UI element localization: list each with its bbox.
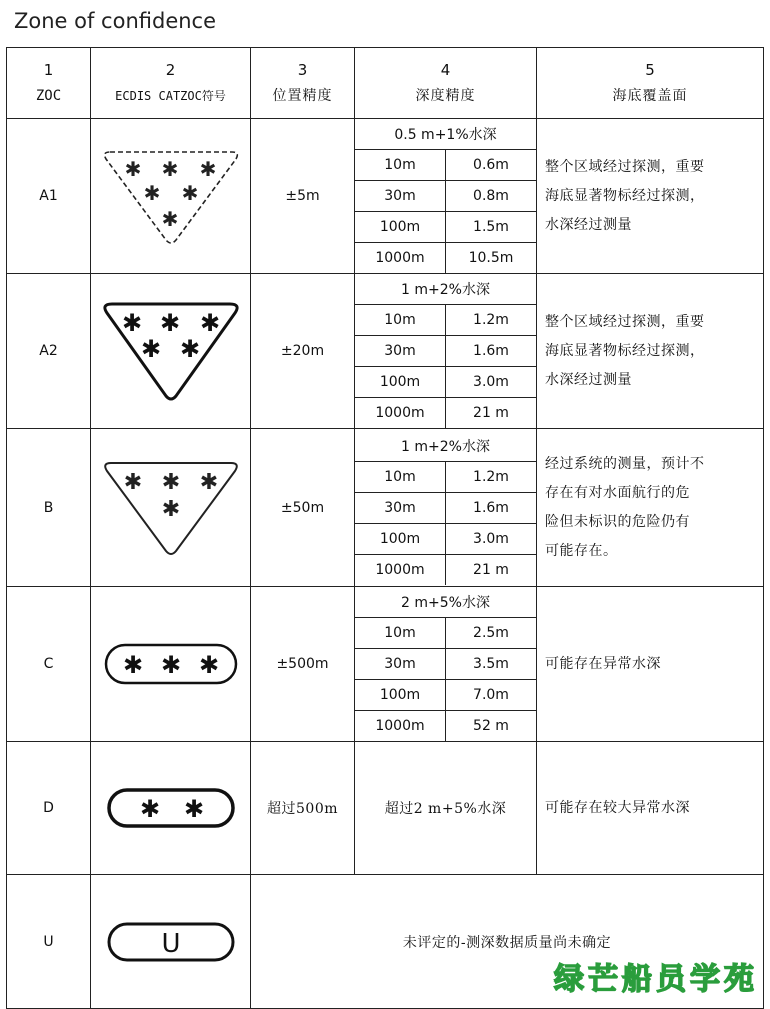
table-row [7, 587, 764, 742]
accuracy-value: 21 m [446, 398, 537, 429]
header-zoc: 1 ZOC [7, 48, 91, 119]
svg-text:✱: ✱ [159, 309, 180, 337]
accuracy-value: 3.5m [446, 649, 537, 680]
depth-accuracy: 超过2 m+5%水深 [355, 742, 537, 875]
svg-text:✱: ✱ [140, 335, 161, 363]
svg-text:✱: ✱ [123, 469, 142, 495]
seabed-coverage: 整个区域经过探测，重要 海底显著物标经过探测， 水深经过测量 [537, 274, 764, 429]
zoc-label: A1 [7, 119, 91, 274]
svg-text:✱: ✱ [139, 795, 160, 823]
depth-value: 30m [355, 649, 446, 680]
zoc-label: A2 [7, 274, 91, 429]
catzoc-symbol-a1 [91, 119, 251, 274]
svg-text:✱: ✱ [183, 795, 204, 823]
depth-value: 100m [355, 367, 446, 398]
depth-accuracy [355, 119, 537, 274]
svg-text:✱: ✱ [179, 335, 200, 363]
seabed-coverage: 可能存在较大异常水深 [537, 742, 764, 875]
depth-value: 1000m [355, 554, 446, 585]
seabed-coverage: 经过系统的测量，预计不 存在有对水面航行的危 险但未标识的危险仍有 可能存在。 [537, 429, 764, 587]
catzoc-symbol-d [91, 742, 251, 875]
depth-accuracy [355, 429, 537, 587]
svg-text:✱: ✱ [181, 181, 198, 205]
depth-value: 100m [355, 523, 446, 554]
svg-text:✱: ✱ [143, 181, 160, 205]
pill-symbol-icon [103, 642, 239, 686]
depth-value: 10m [355, 150, 446, 181]
depth-formula: 0.5 m+1%水深 [355, 119, 536, 150]
depth-value: 100m [355, 212, 446, 243]
position-accuracy: ±500m [251, 587, 355, 742]
svg-text:✱: ✱ [199, 309, 220, 337]
triangle-symbol-icon [100, 458, 242, 558]
position-accuracy: ±50m [251, 429, 355, 587]
accuracy-value: 3.0m [446, 367, 537, 398]
accuracy-value: 7.0m [446, 680, 537, 711]
unassessed-note: 未评定的-测深数据质量尚未确定 [251, 875, 764, 1009]
accuracy-value: 1.6m [446, 492, 537, 523]
svg-text:✱: ✱ [161, 207, 178, 231]
svg-text:U: U [160, 928, 181, 959]
header-row [7, 48, 764, 119]
table-row [7, 429, 764, 587]
seabed-coverage: 整个区域经过探测，重要 海底显著物标经过探测， 水深经过测量 [537, 119, 764, 274]
depth-value: 10m [355, 618, 446, 649]
accuracy-value: 52 m [446, 711, 537, 742]
table-row [7, 742, 764, 875]
pill-u-icon [106, 921, 236, 963]
svg-text:✱: ✱ [199, 469, 218, 495]
triangle-symbol-icon [100, 299, 242, 403]
svg-text:✱: ✱ [122, 651, 143, 679]
accuracy-value: 0.8m [446, 181, 537, 212]
depth-value: 10m [355, 461, 446, 492]
accuracy-value: 1.6m [446, 336, 537, 367]
position-accuracy: 超过500m [251, 742, 355, 875]
header-depth: 4 深度精度 [355, 48, 537, 119]
depth-value: 100m [355, 680, 446, 711]
accuracy-value: 10.5m [446, 243, 537, 274]
catzoc-symbol-b [91, 429, 251, 587]
depth-formula: 1 m+2%水深 [355, 431, 536, 462]
depth-value: 10m [355, 305, 446, 336]
depth-formula: 2 m+5%水深 [355, 587, 536, 618]
accuracy-value: 1.2m [446, 461, 537, 492]
position-accuracy: ±20m [251, 274, 355, 429]
catzoc-symbol-a2 [91, 274, 251, 429]
accuracy-value: 1.2m [446, 305, 537, 336]
table-row [7, 119, 764, 274]
svg-text:✱: ✱ [160, 651, 181, 679]
depth-value: 1000m [355, 398, 446, 429]
zoc-label: C [7, 587, 91, 742]
depth-value: 1000m [355, 243, 446, 274]
svg-text:✱: ✱ [199, 157, 216, 181]
depth-value: 30m [355, 336, 446, 367]
depth-value: 30m [355, 492, 446, 523]
accuracy-value: 3.0m [446, 523, 537, 554]
catzoc-symbol-u [91, 875, 251, 1009]
catzoc-symbol-c [91, 587, 251, 742]
header-symbol: 2 ECDIS CATZOC符号 [91, 48, 251, 119]
pill-symbol-icon [106, 787, 236, 829]
depth-accuracy [355, 587, 537, 742]
page-title: Zone of confidence [14, 9, 217, 33]
svg-text:✱: ✱ [124, 157, 141, 181]
svg-text:✱: ✱ [161, 157, 178, 181]
svg-text:✱: ✱ [121, 309, 142, 337]
triangle-symbol-icon [100, 146, 242, 246]
depth-accuracy [355, 274, 537, 429]
zoc-label: U [7, 875, 91, 1009]
watermark: 绿芒船员学苑 [554, 962, 758, 997]
position-accuracy: ±5m [251, 119, 355, 274]
depth-value: 30m [355, 181, 446, 212]
header-position: 3 位置精度 [251, 48, 355, 119]
accuracy-value: 21 m [446, 554, 537, 585]
header-coverage: 5 海底覆盖面 [537, 48, 764, 119]
svg-text:✱: ✱ [161, 469, 180, 495]
svg-text:✱: ✱ [161, 496, 180, 522]
accuracy-value: 2.5m [446, 618, 537, 649]
depth-formula: 1 m+2%水深 [355, 274, 536, 305]
zoc-table [6, 47, 764, 1009]
zoc-label: B [7, 429, 91, 587]
accuracy-value: 1.5m [446, 212, 537, 243]
accuracy-value: 0.6m [446, 150, 537, 181]
seabed-coverage: 可能存在异常水深 [537, 587, 764, 742]
depth-value: 1000m [355, 711, 446, 742]
svg-text:✱: ✱ [198, 651, 219, 679]
table-row [7, 274, 764, 429]
zoc-label: D [7, 742, 91, 875]
